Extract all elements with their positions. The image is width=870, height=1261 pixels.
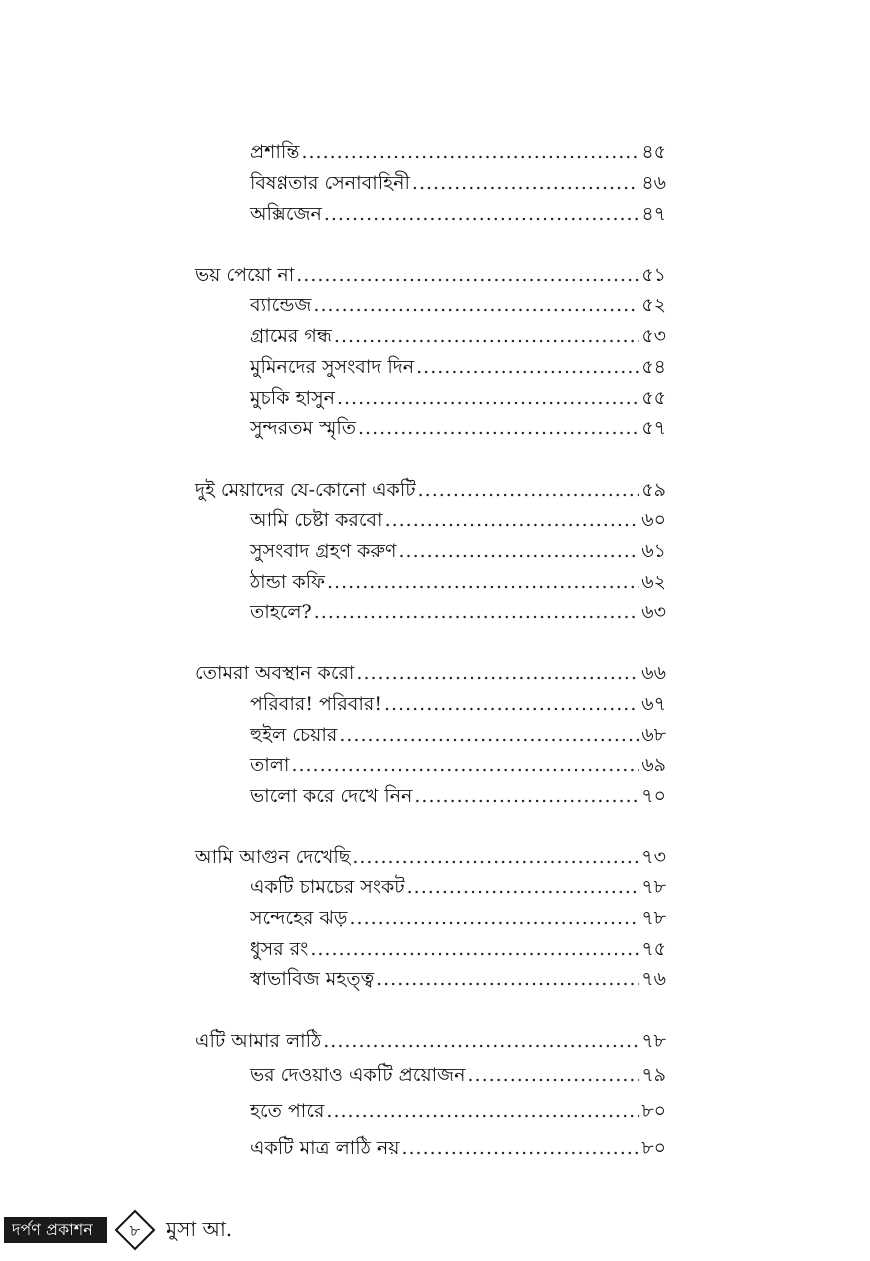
toc-entry-page: ৪৬ — [641, 172, 666, 194]
toc-entry-page: ৬৬ — [641, 662, 666, 684]
toc-entry-page: ৫১ — [641, 264, 666, 286]
toc-entry-page: ৮০ — [641, 1137, 666, 1159]
toc-entry — [250, 507, 666, 533]
toc-entry-title: প্রশান্তি — [250, 141, 300, 163]
author-name: মুসা আ. — [166, 1217, 233, 1241]
toc-entry — [250, 752, 666, 778]
toc-entry-title: দুই মেয়াদের যে-কোনো একটি — [195, 479, 416, 501]
toc-entry-page: ৫৭ — [641, 417, 666, 439]
toc-entry-page: ৭৮ — [641, 1030, 666, 1052]
toc-entry-page: ৪৭ — [641, 203, 666, 225]
toc-entry-title: আমি চেষ্টা করবো — [250, 509, 383, 531]
toc-entry — [250, 783, 666, 809]
toc-entry-title: অক্সিজেন — [250, 203, 322, 225]
toc-entry-page: ৭৮ — [641, 876, 666, 898]
toc-entry-page: ৬৯ — [641, 754, 666, 776]
toc-entry — [250, 569, 666, 595]
page-number: ৮ — [129, 1221, 141, 1240]
dot-leader — [324, 201, 639, 227]
toc-entry — [195, 1028, 666, 1054]
dot-leader — [313, 292, 639, 318]
toc-entry-page: ৬২ — [641, 571, 666, 593]
toc-entry — [195, 262, 666, 288]
dot-leader — [376, 966, 639, 992]
toc-entry-page: ৪৫ — [641, 141, 666, 163]
toc-entry-title: ভর দেওয়াও একটি প্রয়োজন — [250, 1064, 466, 1086]
toc-entry — [195, 660, 666, 686]
toc-entry-title: ভয় পেয়ো না — [195, 264, 295, 286]
toc-entry-page: ৫৪ — [641, 356, 666, 378]
toc-entry — [250, 722, 666, 748]
dot-leader — [414, 783, 639, 809]
toc-entry-title: গ্রামের গন্ধ — [250, 325, 332, 347]
toc-entry-title: সন্দেহের ঝড় — [250, 907, 348, 929]
dot-leader — [349, 905, 639, 931]
toc-entry-title: মুচকি হাসুন — [250, 387, 335, 409]
toc-entry-title: একটি মাত্র লাঠি নয় — [250, 1137, 400, 1159]
dot-leader — [301, 139, 639, 165]
dot-leader — [384, 691, 639, 717]
toc-entry — [250, 966, 666, 992]
toc-entry-page: ৮০ — [641, 1100, 666, 1122]
toc-entry-title: স্বাভাবিজ মহত্ত্ব — [250, 968, 375, 990]
toc-entry — [250, 691, 666, 717]
dot-leader — [356, 660, 639, 686]
toc-entry-title: ব্যান্ডেজ — [250, 294, 312, 316]
toc-entry — [250, 1098, 666, 1124]
dot-leader — [326, 1098, 639, 1124]
toc-entry-title: তাহলে? — [250, 601, 312, 623]
toc-entry-page: ৬৭ — [641, 693, 666, 715]
toc-entry-title: তালা — [250, 754, 290, 776]
toc-entry — [250, 170, 666, 196]
toc-entry — [250, 874, 666, 900]
toc-entry — [250, 201, 666, 227]
dot-leader — [412, 170, 639, 196]
toc-entry-page: ৭০ — [641, 785, 666, 807]
dot-leader — [337, 385, 639, 411]
dot-leader — [327, 569, 639, 595]
dot-leader — [296, 262, 639, 288]
toc-entry-page: ৬০ — [641, 509, 666, 531]
toc-entry-title: হতে পারে — [250, 1100, 325, 1122]
toc-entry-page: ৭৮ — [641, 907, 666, 929]
dot-leader — [339, 722, 639, 748]
toc-entry — [250, 1062, 666, 1088]
dot-leader — [418, 477, 640, 503]
toc-entry-title: আমি আগুন দেখেছি — [195, 846, 351, 868]
dot-leader — [310, 936, 639, 962]
toc-entry — [250, 354, 666, 380]
toc-entry — [250, 139, 666, 165]
toc-entry-page: ৬১ — [641, 540, 666, 562]
publisher-label: দর্পণ প্রকাশন — [4, 1217, 107, 1243]
toc-entry-title: ধুসর রং — [250, 938, 309, 960]
toc-entry-title: পরিবার! পরিবার! — [250, 693, 382, 715]
toc-entry-title: তোমরা অবস্থান করো — [195, 662, 355, 684]
toc-entry-page: ৫৫ — [641, 387, 666, 409]
page-footer — [0, 1205, 870, 1251]
toc-entry-title: সুন্দরতম স্মৃতি — [250, 417, 357, 439]
dot-leader — [352, 844, 639, 870]
toc-entry-page: ৫২ — [641, 294, 666, 316]
toc-entry-title: বিষণ্ণতার সেনাবাহিনী — [250, 172, 410, 194]
dot-leader — [399, 538, 640, 564]
dot-leader — [291, 752, 639, 778]
toc-entry-title: ঠান্ডা কফি — [250, 571, 325, 593]
dot-leader — [334, 323, 639, 349]
toc-entry — [250, 1135, 666, 1161]
toc-entry-page: ৬৩ — [641, 601, 666, 623]
toc-entry-title: মুমিনদের সুসংবাদ দিন — [250, 356, 415, 378]
toc-entry — [250, 905, 666, 931]
toc-entry — [250, 385, 666, 411]
toc-entry — [195, 844, 666, 870]
dot-leader — [358, 415, 639, 441]
toc-entry-title: সুসংবাদ গ্রহণ করুণ — [250, 540, 397, 562]
dot-leader — [323, 1028, 639, 1054]
toc-entry — [250, 538, 666, 564]
toc-entry — [250, 599, 666, 625]
dot-leader — [385, 507, 640, 533]
toc-entry — [195, 477, 666, 503]
dot-leader — [314, 599, 640, 625]
page-number-diamond — [114, 1209, 156, 1251]
toc-entry — [250, 415, 666, 441]
dot-leader — [407, 874, 640, 900]
toc-entry-page: ৫৩ — [641, 325, 666, 347]
dot-leader — [467, 1062, 639, 1088]
toc-entry-page: ৬৮ — [641, 724, 666, 746]
dot-leader — [401, 1135, 639, 1161]
toc-entry-title: হুইল চেয়ার — [250, 724, 338, 746]
toc-entry — [250, 936, 666, 962]
toc-entry — [250, 323, 666, 349]
toc-entry-title: একটি চামচের সংকট — [250, 876, 405, 898]
toc-entry-title: ভালো করে দেখে নিন — [250, 785, 413, 807]
toc-entry-title: এটি আমার লাঠি — [195, 1030, 322, 1052]
toc-entry-page: ৭৫ — [641, 938, 666, 960]
toc-entry-page: ৭৯ — [641, 1064, 666, 1086]
toc-entry-page: ৫৯ — [641, 479, 666, 501]
dot-leader — [416, 354, 639, 380]
toc-entry-page: ৭৩ — [641, 846, 666, 868]
toc-entry — [250, 292, 666, 318]
toc-entry-page: ৭৬ — [641, 968, 666, 990]
